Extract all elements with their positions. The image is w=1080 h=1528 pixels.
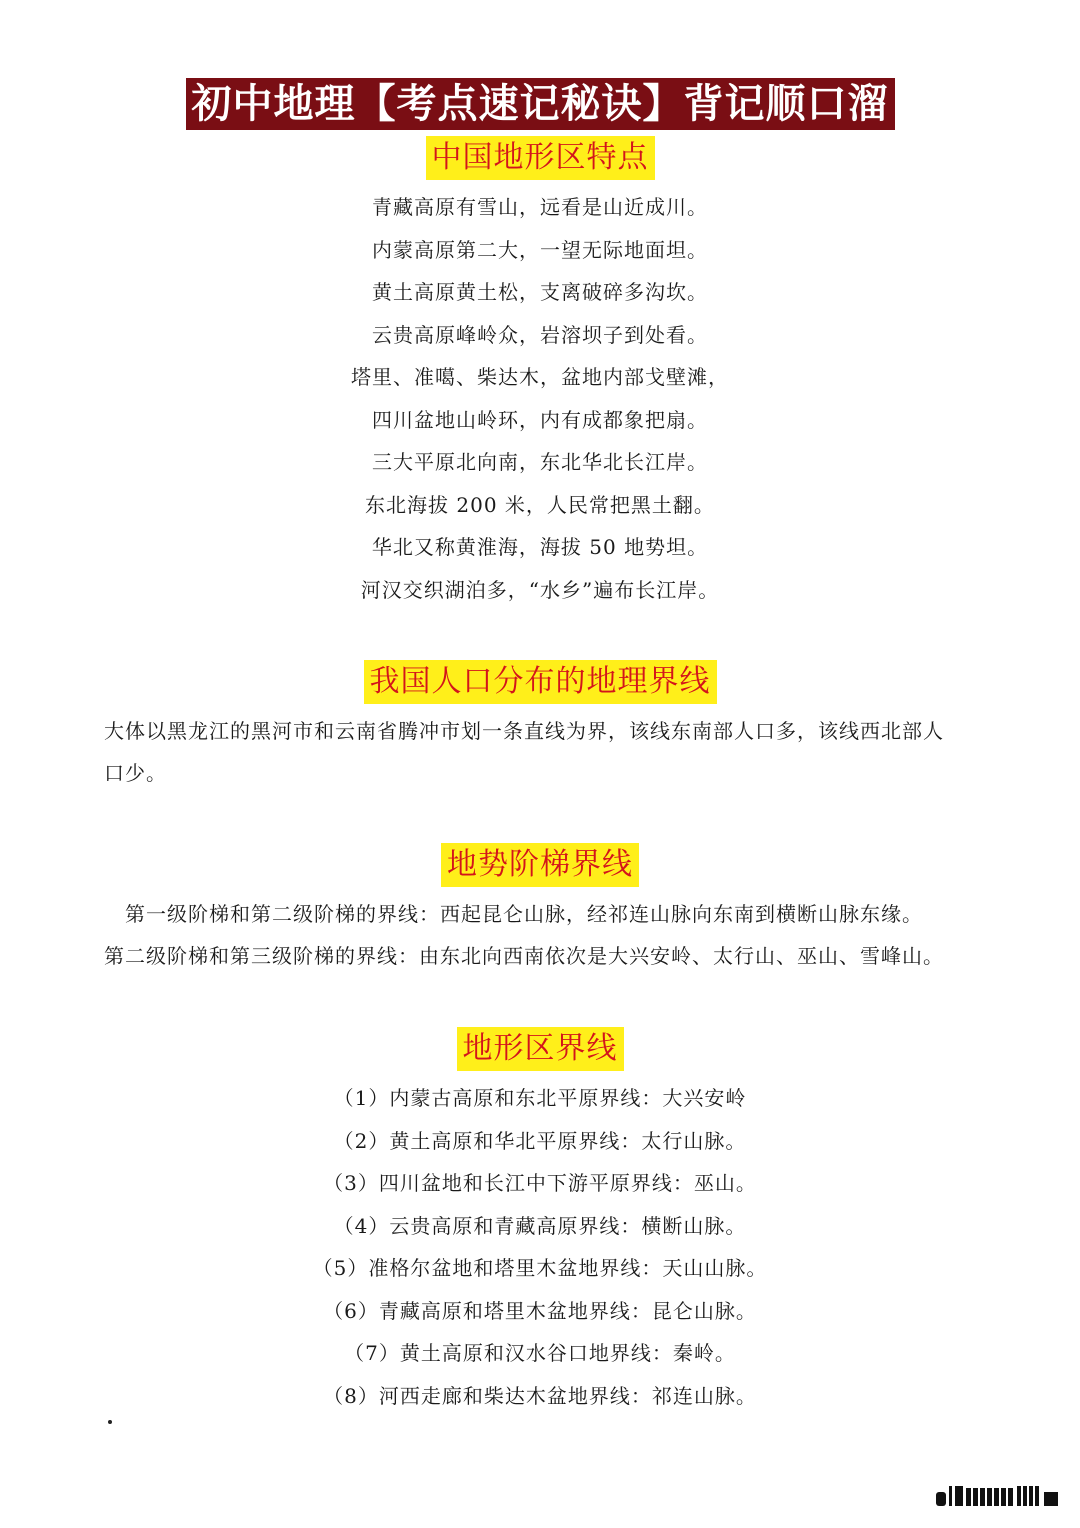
verse-line: 内蒙高原第二大，一望无际地面坦。 [372,237,708,262]
paragraph-line: 口少。 [104,761,167,785]
verse-line: 青藏高原有雪山，远看是山近成川。 [372,195,708,219]
list-item: （2）黄土高原和华北平原界线：太行山脉。 [333,1128,747,1153]
watermark-mark [936,1492,946,1506]
list-item: （5）准格尔盆地和塔里木盆地界线：天山山脉。 [312,1256,768,1280]
paragraph-line: 第一级阶梯和第二级阶梯的界线：西起昆仑山脉，经祁连山脉向东南到横断山脉东缘。 [104,902,923,926]
verse-line: 云贵高原峰岭众，岩溶坝子到处看。 [372,322,708,347]
verse-line: 华北又称黄淮海，海拔 50 地势坦。 [371,535,709,559]
verse-line: 三大平原北向南，东北华北长江岸。 [372,450,708,474]
watermark-mark [1044,1492,1058,1506]
verse-line: 东北海拔 200 米，人民常把黑土翻。 [365,492,715,517]
watermark-logo [936,1480,1058,1506]
verse-line: 河汉交织湖泊多，“水乡”遍布长江岸。 [360,577,720,602]
section-heading-terrain-steps: 地势阶梯界线 [441,843,639,887]
terrain-steps-paragraph [104,893,994,977]
terrain-features-verse [0,186,1080,611]
watermark-mark [949,1486,952,1506]
verse-line: 塔里、准噶、柴达木，盆地内部戈壁滩， [351,365,729,389]
list-item: （3）四川盆地和长江中下游平原界线：巫山。 [323,1171,757,1195]
population-line-paragraph [104,710,994,794]
stray-dot [108,1420,112,1424]
section-heading-container [0,660,1080,704]
watermark-mark [955,1486,963,1506]
list-item: （8）河西走廊和柴达木盆地界线：祁连山脉。 [323,1383,757,1408]
list-item: （1）内蒙古高原和东北平原界线：大兴安岭 [333,1086,747,1110]
landform-boundaries-list [0,1077,1080,1417]
page-title-container [0,78,1080,130]
watermark-mark [966,1488,1014,1506]
section-heading-landform-boundaries: 地形区界线 [457,1027,624,1071]
page-title: 初中地理【考点速记秘诀】背记顺口溜 [186,78,895,130]
section-heading-population-line: 我国人口分布的地理界线 [364,660,717,704]
section-heading-container [0,136,1080,180]
watermark-mark [1017,1486,1041,1506]
section-heading-terrain-features: 中国地形区特点 [426,136,655,180]
list-item: （7）黄土高原和汉水谷口地界线：秦岭。 [344,1341,736,1365]
list-item: （4）云贵高原和青藏高原界线：横断山脉。 [333,1213,747,1238]
section-heading-container [0,1027,1080,1071]
verse-line: 四川盆地山岭环，内有成都象把扇。 [372,407,708,432]
section-heading-container [0,843,1080,887]
verse-line: 黄土高原黄土松，支离破碎多沟坎。 [372,280,708,304]
list-item: （6）青藏高原和塔里木盆地界线：昆仑山脉。 [323,1298,757,1323]
paragraph-line: 大体以黑龙江的黑河市和云南省腾冲市划一条直线为界，该线东南部人口多，该线西北部人 [104,719,944,743]
paragraph-line: 第二级阶梯和第三级阶梯的界线：由东北向西南依次是大兴安岭、太行山、巫山、雪峰山。 [104,944,944,968]
